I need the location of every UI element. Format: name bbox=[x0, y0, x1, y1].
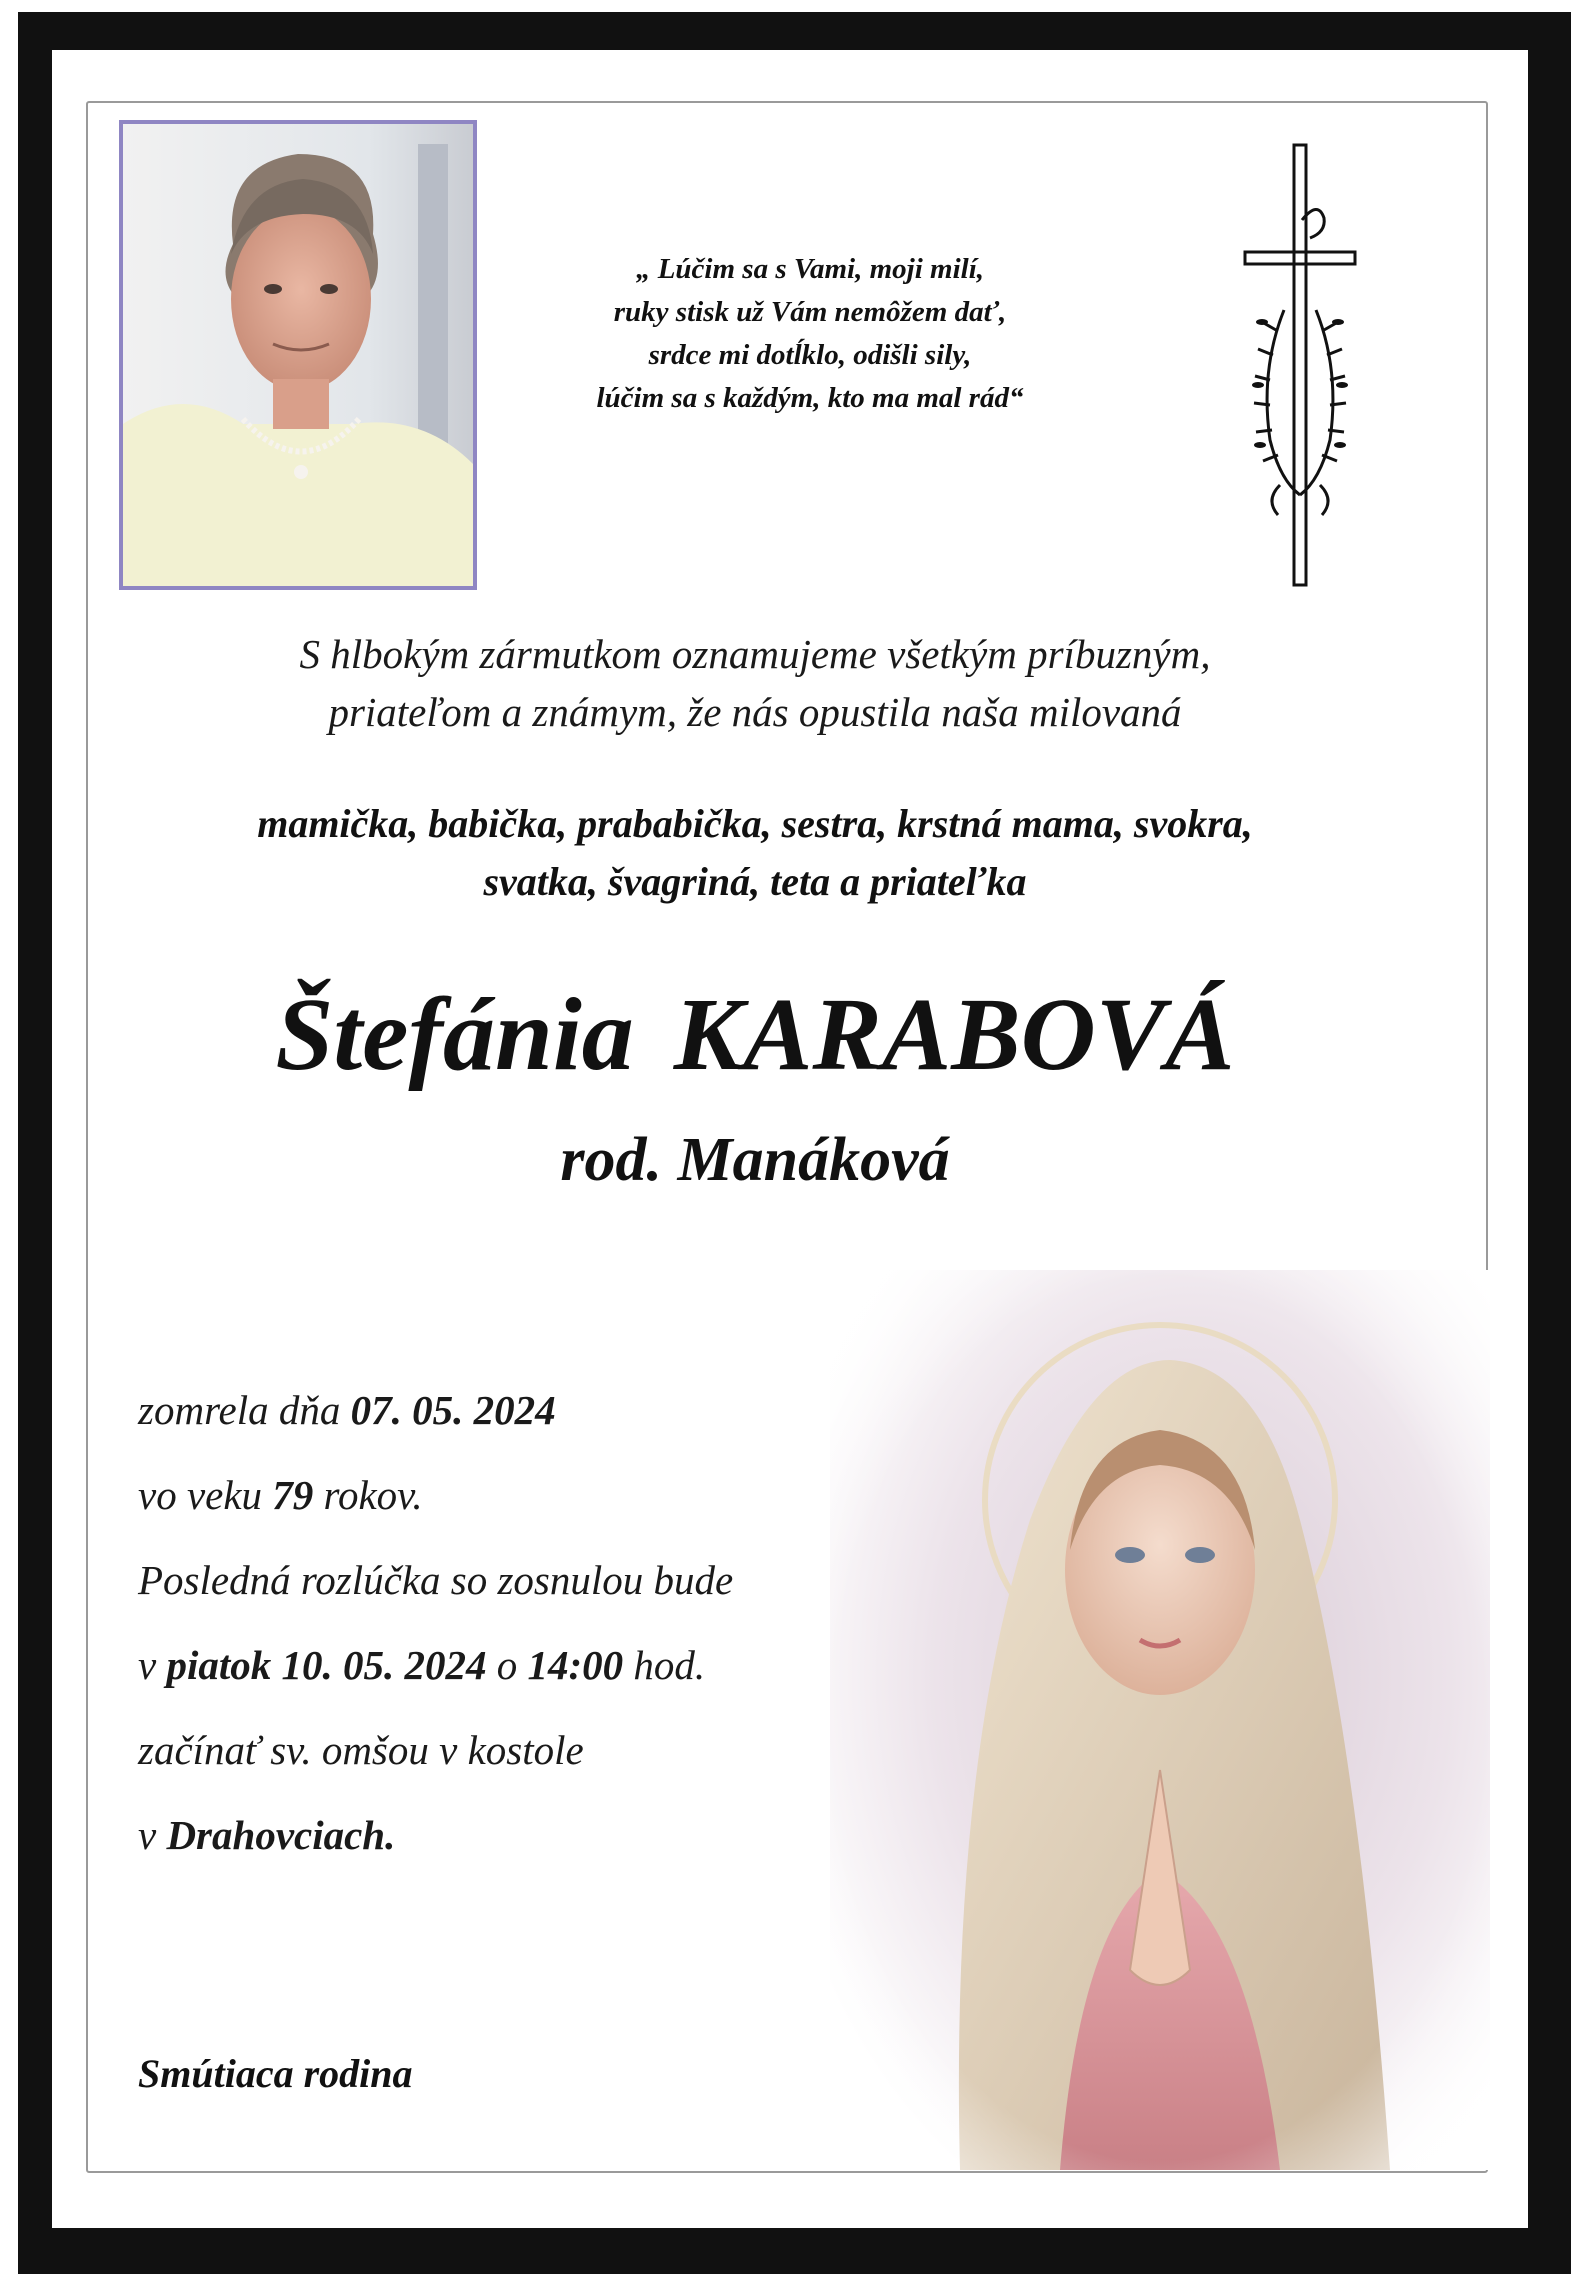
funeral-details bbox=[138, 1380, 898, 1890]
verse-line: „ Lúčim sa s Vami, moji milí, bbox=[635, 253, 985, 285]
place-line bbox=[138, 1805, 898, 1890]
relations-line: mamička, babička, prababička, sestra, krstná mama, svokra, bbox=[257, 801, 1253, 846]
age-value: 79 bbox=[272, 1472, 314, 1518]
age-suffix: rokov. bbox=[313, 1472, 423, 1518]
cross-with-laurel-icon bbox=[1240, 140, 1360, 590]
farewell-line: Posledná rozlúčka so zosnulou bude bbox=[138, 1557, 734, 1603]
announcement-line: S hlbokým zármutkom oznamujeme všetkým príbuzným, bbox=[299, 631, 1211, 677]
funeral-day-date: piatok 10. 05. 2024 bbox=[166, 1642, 487, 1688]
funeral-prefix: v bbox=[138, 1642, 167, 1688]
funeral-time: 14:00 bbox=[527, 1642, 624, 1688]
portrait-photo bbox=[119, 120, 477, 590]
madonna-image bbox=[830, 1270, 1490, 2170]
funeral-mid: o bbox=[486, 1642, 528, 1688]
deceased-name bbox=[110, 975, 1400, 1095]
announcement-line: priateľom a známym, že nás opustila naša milovaná bbox=[328, 689, 1182, 735]
last-name: KARABOVÁ bbox=[673, 977, 1235, 1092]
funeral-date-line bbox=[138, 1635, 898, 1720]
maiden-name: rod. Manáková bbox=[560, 1126, 950, 1194]
died-prefix: zomrela dňa bbox=[138, 1387, 351, 1433]
farewell-verse bbox=[490, 248, 1130, 420]
signature: Smútiaca rodina bbox=[138, 2051, 413, 2096]
age-line bbox=[138, 1465, 898, 1550]
place-prefix: v bbox=[138, 1812, 167, 1858]
age-prefix: vo veku bbox=[138, 1472, 273, 1518]
death-date: 07. 05. 2024 bbox=[350, 1387, 556, 1433]
relations-line: svatka, švagriná, teta a priateľka bbox=[483, 859, 1027, 904]
mass-line: začínať sv. omšou v kostole bbox=[138, 1727, 584, 1773]
verse-line: ruky stisk už Vám nemôžem dať, bbox=[613, 296, 1007, 328]
funeral-suffix: hod. bbox=[623, 1642, 706, 1688]
death-date-line bbox=[138, 1380, 898, 1465]
relations-text bbox=[110, 795, 1400, 911]
funeral-place: Drahovciach. bbox=[166, 1812, 396, 1858]
verse-line: lúčim sa s každým, kto ma mal rád“ bbox=[596, 382, 1024, 414]
announcement-text bbox=[110, 625, 1400, 741]
first-name: Štefánia bbox=[275, 977, 634, 1092]
verse-line: srdce mi dotĺklo, odišli sily, bbox=[648, 339, 972, 371]
